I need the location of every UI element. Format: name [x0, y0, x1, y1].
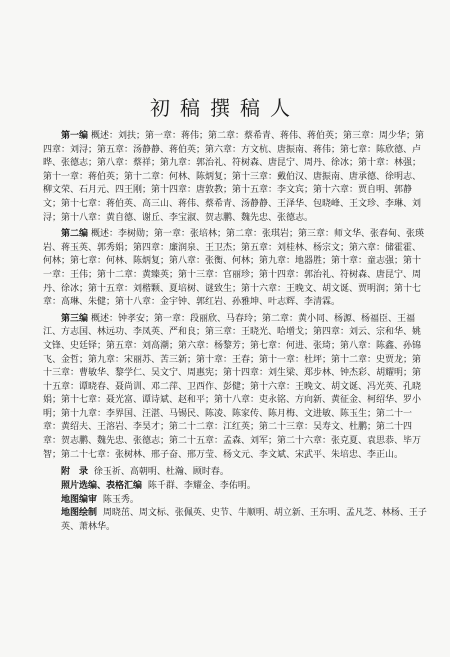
line-heading: 地图编审	[61, 495, 98, 506]
section-3	[43, 313, 429, 463]
appendix-line	[43, 465, 429, 479]
line-text: 周晓茁、周文标、张佩英、史节、牛顺明、胡立新、王东明、孟凡芝、林杨、王子英、萧林华。	[61, 508, 427, 532]
section-text: 概述：刘扶；第一章：蒋伟；第二章：蔡希青、蒋伟、蒋伯英；第三章：周少华；第四章：刘浔；第五章：汤静静、蒋伯英；第六章：方文杭、唐振南、蒋伟；第七章：陈欣德、卢晔、张德志；第八章：蔡祥；第九章：郭治礼、符树森、唐昆宁、周丹、徐冰；第十章：林强；第十一章：蒋伯英；第十二章：何林、陈炳复；第十三章：戴伯汉、唐振南、唐承德、徐明志、柳文荣、石月元、四王刚；第十四章：唐敦教；第十五章：李文宾；第十六章：贾自明、郭静文；第十七章：蒋伯英、高三山、蒋伟、蔡希青、汤静静、王泽华、包晓峰、王文珍、李琳、刘浔；第十八章：黄自德、谢丘、李宝淑、贺志鹏、魏先忠、张德志。	[43, 131, 425, 223]
map-drawing-line	[43, 507, 429, 534]
section-1	[43, 130, 429, 225]
section-text: 概述：钟孝安；第一章：段丽欣、马春玲；第二章：黄小同、杨源、杨福臣、王福江、方志国、林远功、李凤英、严和良；第三章：王晓光、哈增戈；第四章：刘云、宗和华、姚文锋、史廷铎；第五章：刘高潮；第六章：杨黎芳；第七章：何进、张琦；第八章：陈鑫、孙锦飞、金哲；第九章：宋丽苏、苦三新；第十章：王春；第十一章：杜坪；第十二章：史贾龙；第十三章：曹敏华、黎学仁、吴文宁、周惠宪；第十四章：刘生梁、郑步林、钟杰彩、胡耀明；第十五章：谭晓春、聂尚训、邓二萍、卫西作、彭健；第十六章：王晚文、胡文诞、冯光英、孔晓娟；第十七章：聂光富、谭诗斌、赵和平；第十八章：吏永铭、方向新、黄征金、柯绍华、罗小明；第十九章：李界国、汪湛、马锡民、陈凌、陈家传、陈月梅、文进敏、陈玉生；第二十一章：黄绍夫、王溶岩、李昊才；第二十二章：江红英；第二十三章：吴寿文、杜鹏；第二十四章：贺志鹏、魏先忠、张德志；第二十五章：孟森、刘军；第二十六章：张克夏、袁思恭、毕万智；第二十七章：张树林、邢子奋、邢万莹、杨文元、李文斌、宋武平、朱培忠、李正山。	[43, 313, 422, 460]
content-body	[43, 130, 429, 534]
line-heading: 附 录	[61, 467, 89, 478]
line-heading: 照片选编、表格汇编	[61, 481, 143, 492]
map-review-line	[43, 493, 429, 507]
line-text: 陈千群、李耀金、李佑明。	[147, 481, 256, 492]
photos-tables-line	[43, 479, 429, 493]
section-heading: 第三编	[61, 313, 89, 324]
line-heading: 地图绘制	[61, 508, 98, 519]
line-text: 徐玉祈、高朝明、杜瀚、顾时春。	[93, 467, 229, 478]
line-text: 陈玉秀。	[102, 495, 139, 506]
page-title: 初稿撰稿人	[150, 96, 300, 120]
section-heading: 第二编	[61, 229, 89, 240]
section-heading: 第一编	[61, 131, 89, 141]
section-text: 概述：李树勋；第一章：张培林；第二章：张琪岩；第三章：师文华、张春甸、张瑛岩、蒋玉英、郭秀娟；第四章：廉润泉、王卫杰；第五章：刘桂林、杨宗文；第六章：储霍霍、何林；第七章：何林、陈炳复；第八章：张衡、何林；第九章：地器胜；第十章：童志强；第十一章：王伟；第十二章：黄臻英；第十三章：官丽珍；第十四章：郭治礼、符树森、唐昆宁、周丹、徐冰；第十五章：刘楷颗、夏培树、谜致生；第十六章：王晚文、胡文诞、贾明润；第十七章：高琳、朱健；第十八章：金宇钟、郭红岩、孙雅坤、叶志辉、李清霖。	[43, 229, 425, 308]
section-2	[43, 228, 429, 310]
